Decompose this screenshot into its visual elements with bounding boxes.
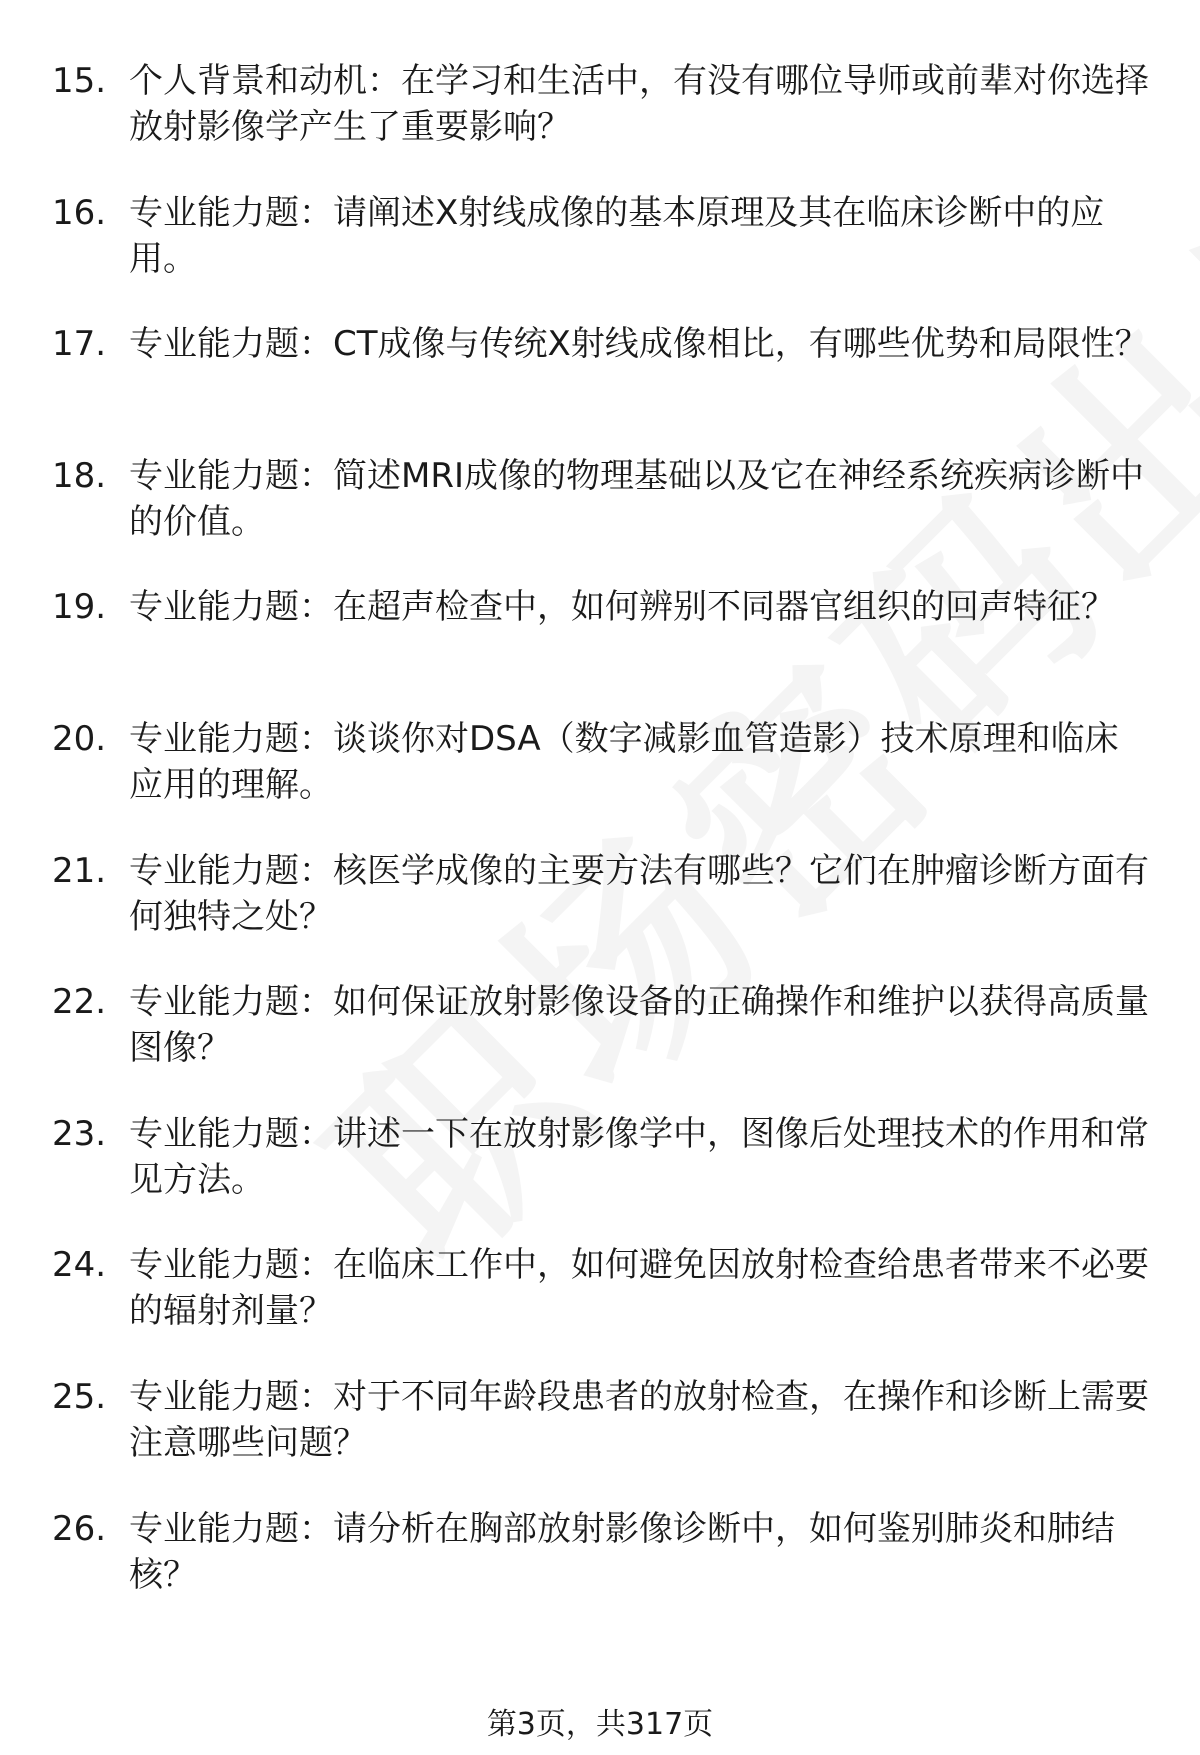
question-text: 专业能力题：请阐述X射线成像的基本原理及其在临床诊断中的应用。 (129, 192, 1105, 279)
question-item (52, 1374, 1152, 1466)
question-number: 15. (52, 61, 107, 101)
question-item (52, 58, 1152, 150)
question-text: 专业能力题：核医学成像的主要方法有哪些？它们在肿瘤诊断方面有何独特之处？ (129, 850, 1149, 937)
question-text: 专业能力题：谈谈你对DSA（数字减影血管造影）技术原理和临床应用的理解。 (129, 718, 1119, 805)
question-text: 专业能力题：如何保证放射影像设备的正确操作和维护以获得高质量图像？ (129, 982, 1149, 1069)
question-text: 专业能力题：在临床工作中，如何避免因放射检查给患者带来不必要的辐射剂量？ (129, 1245, 1149, 1332)
question-item (52, 979, 1152, 1071)
question-number: 24. (52, 1245, 107, 1286)
question-text: 专业能力题：讲述一下在放射影像学中，图像后处理技术的作用和常见方法。 (129, 1113, 1149, 1200)
page-footer: 第3页，共317页 (486, 1707, 714, 1742)
question-number: 16. (52, 192, 107, 233)
question-item (52, 453, 1152, 545)
question-text: 专业能力题：请分析在胸部放射影像诊断中，如何鉴别肺炎和肺结核？ (129, 1508, 1115, 1595)
question-number: 25. (52, 1376, 107, 1417)
question-number: 23. (52, 1113, 107, 1154)
question-item (52, 1242, 1152, 1334)
question-item (52, 1111, 1152, 1203)
question-item (52, 716, 1152, 808)
question-text: 专业能力题：对于不同年龄段患者的放射检查，在操作和诊断上需要注意哪些问题？ (129, 1376, 1149, 1463)
question-list (52, 58, 1152, 1637)
question-text: 专业能力题：CT成像与传统X射线成像相比，有哪些优势和局限性？ (129, 324, 1149, 365)
question-number: 20. (52, 718, 107, 759)
question-item (52, 1506, 1152, 1598)
question-number: 22. (52, 982, 107, 1023)
question-number: 17. (52, 324, 107, 365)
question-number: 19. (52, 587, 107, 628)
question-item (52, 584, 1152, 676)
question-text: 个人背景和动机：在学习和生活中，有没有哪位导师或前辈对你选择放射影像学产生了重要影响？ (129, 61, 1149, 147)
question-item (52, 848, 1152, 940)
question-text: 专业能力题：在超声检查中，如何辨别不同器官组织的回声特征？ (129, 587, 1115, 628)
question-number: 26. (52, 1508, 107, 1549)
question-number: 21. (52, 850, 107, 891)
question-text: 专业能力题：简述MRI成像的物理基础以及它在神经系统疾病诊断中的价值。 (129, 455, 1144, 542)
question-item (52, 190, 1152, 282)
question-number: 18. (52, 455, 107, 496)
question-item (52, 321, 1152, 413)
